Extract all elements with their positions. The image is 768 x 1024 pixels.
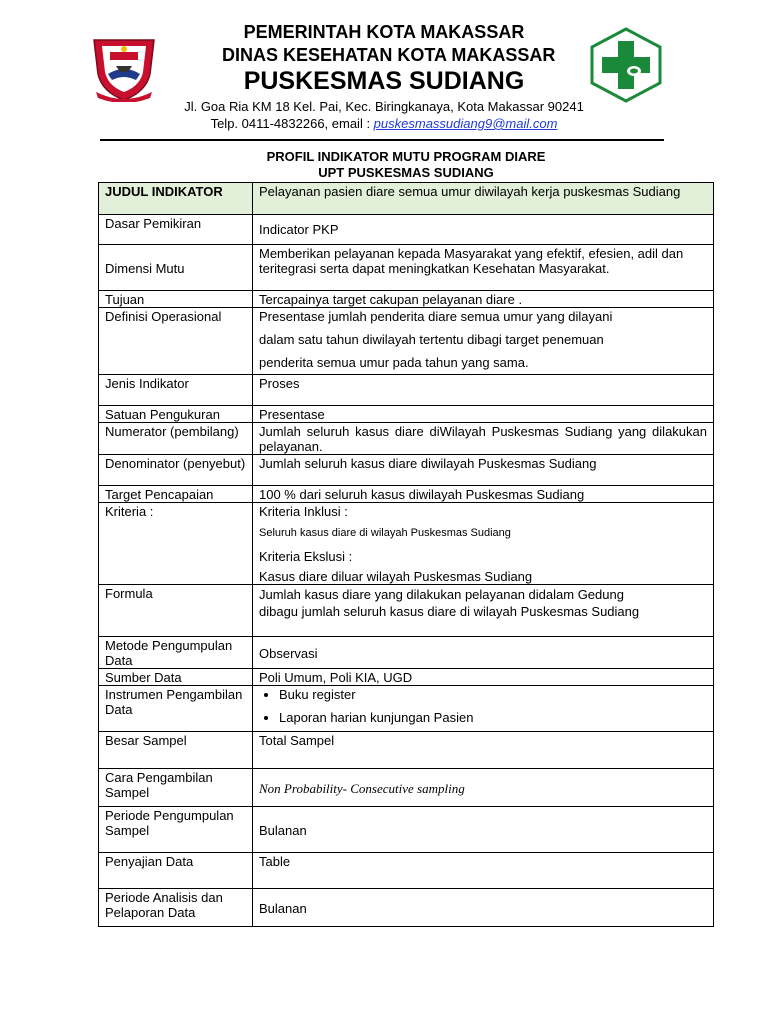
row-label: Sumber Data: [99, 669, 253, 686]
row-value: 100 % dari seluruh kasus diwilayah Puskesmas Sudiang: [253, 486, 714, 503]
table-row-dimensi: [99, 245, 714, 291]
letterhead-divider: [100, 139, 664, 141]
row-label: Periode Analisis dan Pelaporan Data: [99, 889, 253, 927]
kriteria-eksklusi-label: Kriteria Ekslusi :: [259, 549, 353, 564]
table-row-target: [99, 486, 714, 503]
row-label: Jenis Indikator: [99, 375, 253, 406]
letterhead-contact: [100, 116, 668, 131]
document-subtitle: UPT PUSKESMAS SUDIANG: [318, 165, 494, 180]
table-row-definisi: [99, 308, 714, 375]
table-row-cara: [99, 769, 714, 807]
row-label: Dimensi Mutu: [99, 245, 253, 291]
row-label: Penyajian Data: [99, 853, 253, 889]
table-row-numerator: [99, 423, 714, 455]
table-row-formula: [99, 585, 714, 637]
row-value: Bulanan: [253, 807, 714, 853]
row-value-group: [253, 686, 714, 732]
table-row-dasar: [99, 215, 714, 245]
table-row-denominator: [99, 455, 714, 486]
row-label: Formula: [99, 585, 253, 637]
row-label: Besar Sampel: [99, 732, 253, 769]
table-row-satuan: [99, 406, 714, 423]
row-label: Cara Pengambilan Sampel: [99, 769, 253, 807]
row-value: Tercapainya target cakupan pelayanan diare .: [253, 291, 714, 308]
kriteria-inklusi-label: Kriteria Inklusi :: [259, 504, 348, 519]
letterhead-puskesmas-name: PUSKESMAS SUDIANG: [243, 67, 525, 95]
row-value-group: [253, 503, 714, 585]
table-row-judul: [99, 183, 714, 215]
row-label: Periode Pengumpulan Sampel: [99, 807, 253, 853]
row-label: Satuan Pengukuran: [99, 406, 253, 423]
table-row-sumber: [99, 669, 714, 686]
row-value: Bulanan: [253, 889, 714, 927]
row-value: Proses: [253, 375, 714, 406]
row-label: Instrumen Pengambilan Data: [99, 686, 253, 732]
table-row-periode-pengumpulan: [99, 807, 714, 853]
table-row-periode-analisis: [99, 889, 714, 927]
row-value: Poli Umum, Poli KIA, UGD: [253, 669, 714, 686]
list-item: • Buku register: [279, 687, 707, 702]
row-label: Kriteria :: [99, 503, 253, 585]
table-row-kriteria: [99, 503, 714, 585]
row-value: Jumlah seluruh kasus diare diWilayah Puskesmas Sudiang yang dilakukan pelayanan.: [253, 423, 714, 455]
formula-line-1: Jumlah kasus diare yang dilakukan pelayanan didalam Gedung: [259, 587, 624, 602]
puskesmas-cross-logo-icon: [588, 27, 664, 103]
indicator-profile-table: [98, 182, 714, 927]
definisi-line-1: Presentase jumlah penderita diare semua umur yang dilayani: [259, 309, 613, 324]
row-label: Definisi Operasional: [99, 308, 253, 375]
letterhead-agency-line: DINAS KESEHATAN KOTA MAKASSAR: [222, 45, 556, 65]
table-row-instrumen: [99, 686, 714, 732]
table-row-penyajian: [99, 853, 714, 889]
table-row-jenis: [99, 375, 714, 406]
letterhead-phone: Telp. 0411-4832266, email :: [210, 116, 374, 131]
makassar-city-emblem-icon: [88, 30, 160, 102]
row-label: Numerator (pembilang): [99, 423, 253, 455]
row-value: Observasi: [253, 637, 714, 669]
formula-line-2: dibagu jumlah seluruh kasus diare di wilayah Puskesmas Sudiang: [259, 604, 640, 619]
row-value-group: [253, 308, 714, 375]
row-value-group: [253, 585, 714, 637]
letterhead-government-line: PEMERINTAH KOTA MAKASSAR: [243, 22, 525, 42]
row-value: Indicator PKP: [253, 215, 714, 245]
instrumen-list: [259, 687, 707, 725]
definisi-line-3: penderita semua umur pada tahun yang sama.: [259, 355, 529, 370]
row-label: Metode Pengumpulan Data: [99, 637, 253, 669]
row-value: Non Probability- Consecutive sampling: [253, 769, 714, 807]
table-row-metode: [99, 637, 714, 669]
row-value: Jumlah seluruh kasus diare diwilayah Puskesmas Sudiang: [253, 455, 714, 486]
row-label: Denominator (penyebut): [99, 455, 253, 486]
row-label: Dasar Pemikiran: [99, 215, 253, 245]
letterhead: [0, 0, 768, 140]
letterhead-address: Jl. Goa Ria KM 18 Kel. Pai, Kec. Biringkanaya, Kota Makassar 90241: [184, 99, 584, 114]
row-value: Pelayanan pasien diare semua umur diwilayah kerja puskesmas Sudiang: [253, 183, 714, 215]
row-value: Presentase: [253, 406, 714, 423]
table-row-besar: [99, 732, 714, 769]
kriteria-inklusi-value: Seluruh kasus diare di wilayah Puskesmas Sudiang: [259, 527, 511, 539]
row-label: Target Pencapaian: [99, 486, 253, 503]
row-value: Memberikan pelayanan kepada Masyarakat yang efektif, efesien, adil dan teritegrasi serta dapat meningkatkan Kesehatan Masyarakat.: [253, 245, 714, 291]
row-value: Total Sampel: [253, 732, 714, 769]
definisi-line-2: dalam satu tahun diwilayah tertentu dibagi target penemuan: [259, 332, 604, 347]
row-value: Table: [253, 853, 714, 889]
row-label: Tujuan: [99, 291, 253, 308]
kriteria-eksklusi-value: Kasus diare diluar wilayah Puskesmas Sudiang: [259, 569, 533, 584]
row-label: JUDUL INDIKATOR: [99, 183, 253, 215]
document-title: PROFIL INDIKATOR MUTU PROGRAM DIARE: [266, 149, 546, 164]
email-link[interactable]: puskesmassudiang9@mail.com: [373, 116, 558, 131]
list-item: • Laporan harian kunjungan Pasien: [279, 710, 707, 725]
